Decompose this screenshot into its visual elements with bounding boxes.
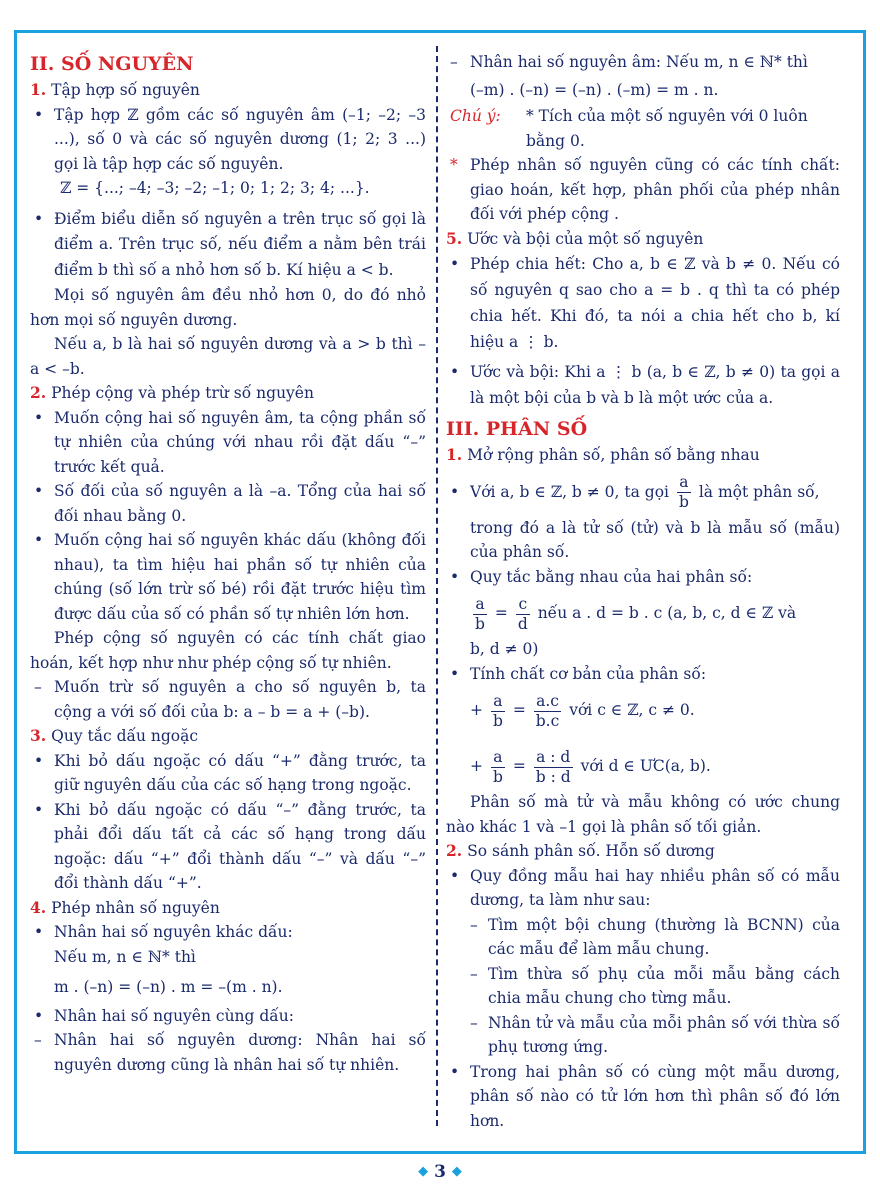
bullet-multiply-same-sign: • Nhân hai số nguyên cùng dấu: [30,1004,426,1029]
bullet-add-negatives: • Muốn cộng hai số nguyên âm, ta cộng phần số tự nhiên của chúng với nhau rồi đặt dấu “–” trước kết quả. [30,406,426,480]
multiply-different-sign-formula: m . (–n) = (–n) . m = –(m . n). [54,978,283,996]
section-title-so-nguyen: II. SỐ NGUYÊN [30,53,194,75]
bullet-integer-set: • Tập hợp ℤ gồm các số nguyên âm (–1; –2; –3 ...), số 0 và các số nguyên dương (1; 2; 3 ...) gọi là tập hợp các số nguyên. [30,103,426,177]
dash-multiply-positives: – Nhân hai số nguyên dương: Nhân hai số nguyên dương cũng là nhân hai số tự nhiên. [30,1028,426,1077]
dash-subtraction-rule: – Muốn trừ số nguyên a cho số nguyên b, ta cộng a với số đối của b: a – b = a + (–b). [30,675,426,724]
dash-multiply-negatives: – Nhân hai số nguyên âm: Nếu m, n ∈ ℕ* thì [446,50,840,75]
bullet-add-different-sign: • Muốn cộng hai số nguyên khác dấu (không đối nhau), ta tìm hiệu hai phần số tự nhiên của chúng (số lớn trừ số bé) rồi đặt trước hiệu tìm được dấu của số có phần số tự nhiên lớn hơn. [30,528,426,626]
step-multiply-factor: – Nhân tử và mẫu của mỗi phân số với thừa số phụ tương ứng. [446,1011,840,1060]
fraction-c-over-d: $\frac{c}{d}$ [517,594,528,633]
note-label: Chú ý: [450,107,501,125]
bullet-minus-bracket: • Khi bỏ dấu ngoặc có dấu “–” đằng trước, ta phải đổi dấu tất cả các số hạng trong dấu ngoặc: dấu “+” đổi thành dấu “–” và dấu “–” đổi thành dấu “+”. [30,798,426,896]
page-number: ◆ 3 ◆ [418,1162,462,1182]
paragraph-addition-properties: Phép cộng số nguyên có các tính chất giao hoán, kết hợp như như phép cộng số tự nhiên. [30,629,426,672]
fraction-equality-formula: $\frac{a}{b}$ = $\frac{c}{d}$ nếu a . d = b . c (a, b, c, d ∈ ℤ và [475,594,797,633]
section-title-phan-so: III. PHÂN SỐ [446,418,588,440]
fraction-a-over-b: $\frac{a}{b}$ [475,594,485,633]
bullet-opposite-numbers: • Số đối của số nguyên a là –a. Tổng của hai số đối nhau bằng 0. [30,479,426,528]
fraction-property-divide: + $\frac{a}{b}$ = $\frac{a : d}{b : d}$ với d ∈ ƯC(a, b). [470,747,711,786]
bullet-number-line: • Điểm biểu diễn số nguyên a trên trục số gọi là điểm a. Trên trục số, nếu điểm a nằm bên trái điểm b thì số a nhỏ hơn số b. Kí hiệu a < b. [30,207,426,284]
multiply-negatives-formula: (–m) . (–n) = (–n) . (–m) = m . n. [470,80,719,99]
right-column [446,50,840,1133]
subsection-fraction-1-title: 1. Mở rộng phân số, phân số bằng nhau [446,445,760,464]
step-find-factor: – Tìm thừa số phụ của mỗi mẫu bằng cách chia mẫu chung cho từng mẫu. [446,962,840,1011]
fraction-a-over-b: $\frac{a}{b}$ [678,473,689,511]
multiply-condition: Nếu m, n ∈ ℕ* thì [54,947,196,966]
bullet-divisors-multiples: • Ước và bội: Khi a ⋮ b (a, b ∈ ℤ, b ≠ 0) ta gọi a là một bội của b và b là một ước của a. [446,359,840,411]
bullet-common-denominator: • Quy đồng mẫu hai hay nhiều phân số có mẫu dương, ta làm như sau: [446,864,840,913]
subsection-2-title: 2. Phép cộng và phép trừ số nguyên [30,383,314,402]
subsection-3-title: 3. Quy tắc dấu ngoặc [30,726,199,745]
note-multiplication-properties: * Phép nhân số nguyên cũng có các tính chất: giao hoán, kết hợp, phân phối của phép nhân đối với phép cộng . [446,153,840,227]
left-column [30,50,426,1077]
bullet-compare-fractions: • Trong hai phân số có cùng một mẫu dương, phân số nào có tử lớn hơn thì phân số đó lớn hơn. [446,1060,840,1134]
integer-set-formula: ℤ = {...; –4; –3; –2; –1; 0; 1; 2; 3; 4; ...}. [60,179,370,197]
bullet-fraction-equality: • Quy tắc bằng nhau của hai phân số: [446,565,840,590]
subsection-5-title: 5. Ước và bội của một số nguyên [446,228,704,248]
bullet-plus-bracket: • Khi bỏ dấu ngoặc có dấu “+” đằng trước, ta giữ nguyên dấu của các số hạng trong ngoặc. [30,749,426,798]
paragraph-irreducible-fraction: Phân số mà tử và mẫu không có ước chung nào khác 1 và –1 gọi là phân số tối giản. [446,793,840,836]
paragraph-opposite-order: Nếu a, b là hai số nguyên dương và a > b thì –a < –b. [30,335,426,378]
note-zero-product: Chú ý: * Tích của một số nguyên với 0 luôn bằng 0. [446,104,840,153]
subsection-4-title: 4. Phép nhân số nguyên [30,897,220,917]
bullet-divisibility: • Phép chia hết: Cho a, b ∈ ℤ và b ≠ 0. Nếu có số nguyên q sao cho a = b . q thì ta có phép chia hết. Khi đó, ta nói a chia hết cho b, kí hiệu a ⋮ b. [446,251,840,355]
paragraph-negative-less: Mọi số nguyên âm đều nhỏ hơn 0, do đó nhỏ hơn mọi số nguyên dương. [30,286,426,329]
step-find-common-multiple: – Tìm một bội chung (thường là BCNN) của các mẫu để làm mẫu chung. [446,913,840,962]
fraction-property-multiply: + $\frac{a}{b}$ = $\frac{a.c}{b.c}$ với c ∈ ℤ, c ≠ 0. [470,691,695,730]
subsection-1-title: 1. Tập hợp số nguyên [30,80,200,99]
column-divider [436,46,438,1126]
bullet-multiply-different-sign: • Nhân hai số nguyên khác dấu: [30,920,426,945]
fraction-definition-continued: trong đó a là tử số (tử) và b là mẫu số (mẫu) của phân số. [470,518,840,561]
diamond-icon: ◆ [451,1164,462,1179]
bullet-fraction-basic-property: • Tính chất cơ bản của phân số: [446,662,840,687]
fraction-equality-condition: b, d ≠ 0) [470,640,539,658]
diamond-icon: ◆ [418,1164,429,1179]
subsection-fraction-2-title: 2. So sánh phân số. Hỗn số dương [446,841,715,860]
bullet-fraction-definition: • Với a, b ∈ ℤ, b ≠ 0, ta gọi $\frac{a}{b}$ là một phân số, [446,468,840,516]
